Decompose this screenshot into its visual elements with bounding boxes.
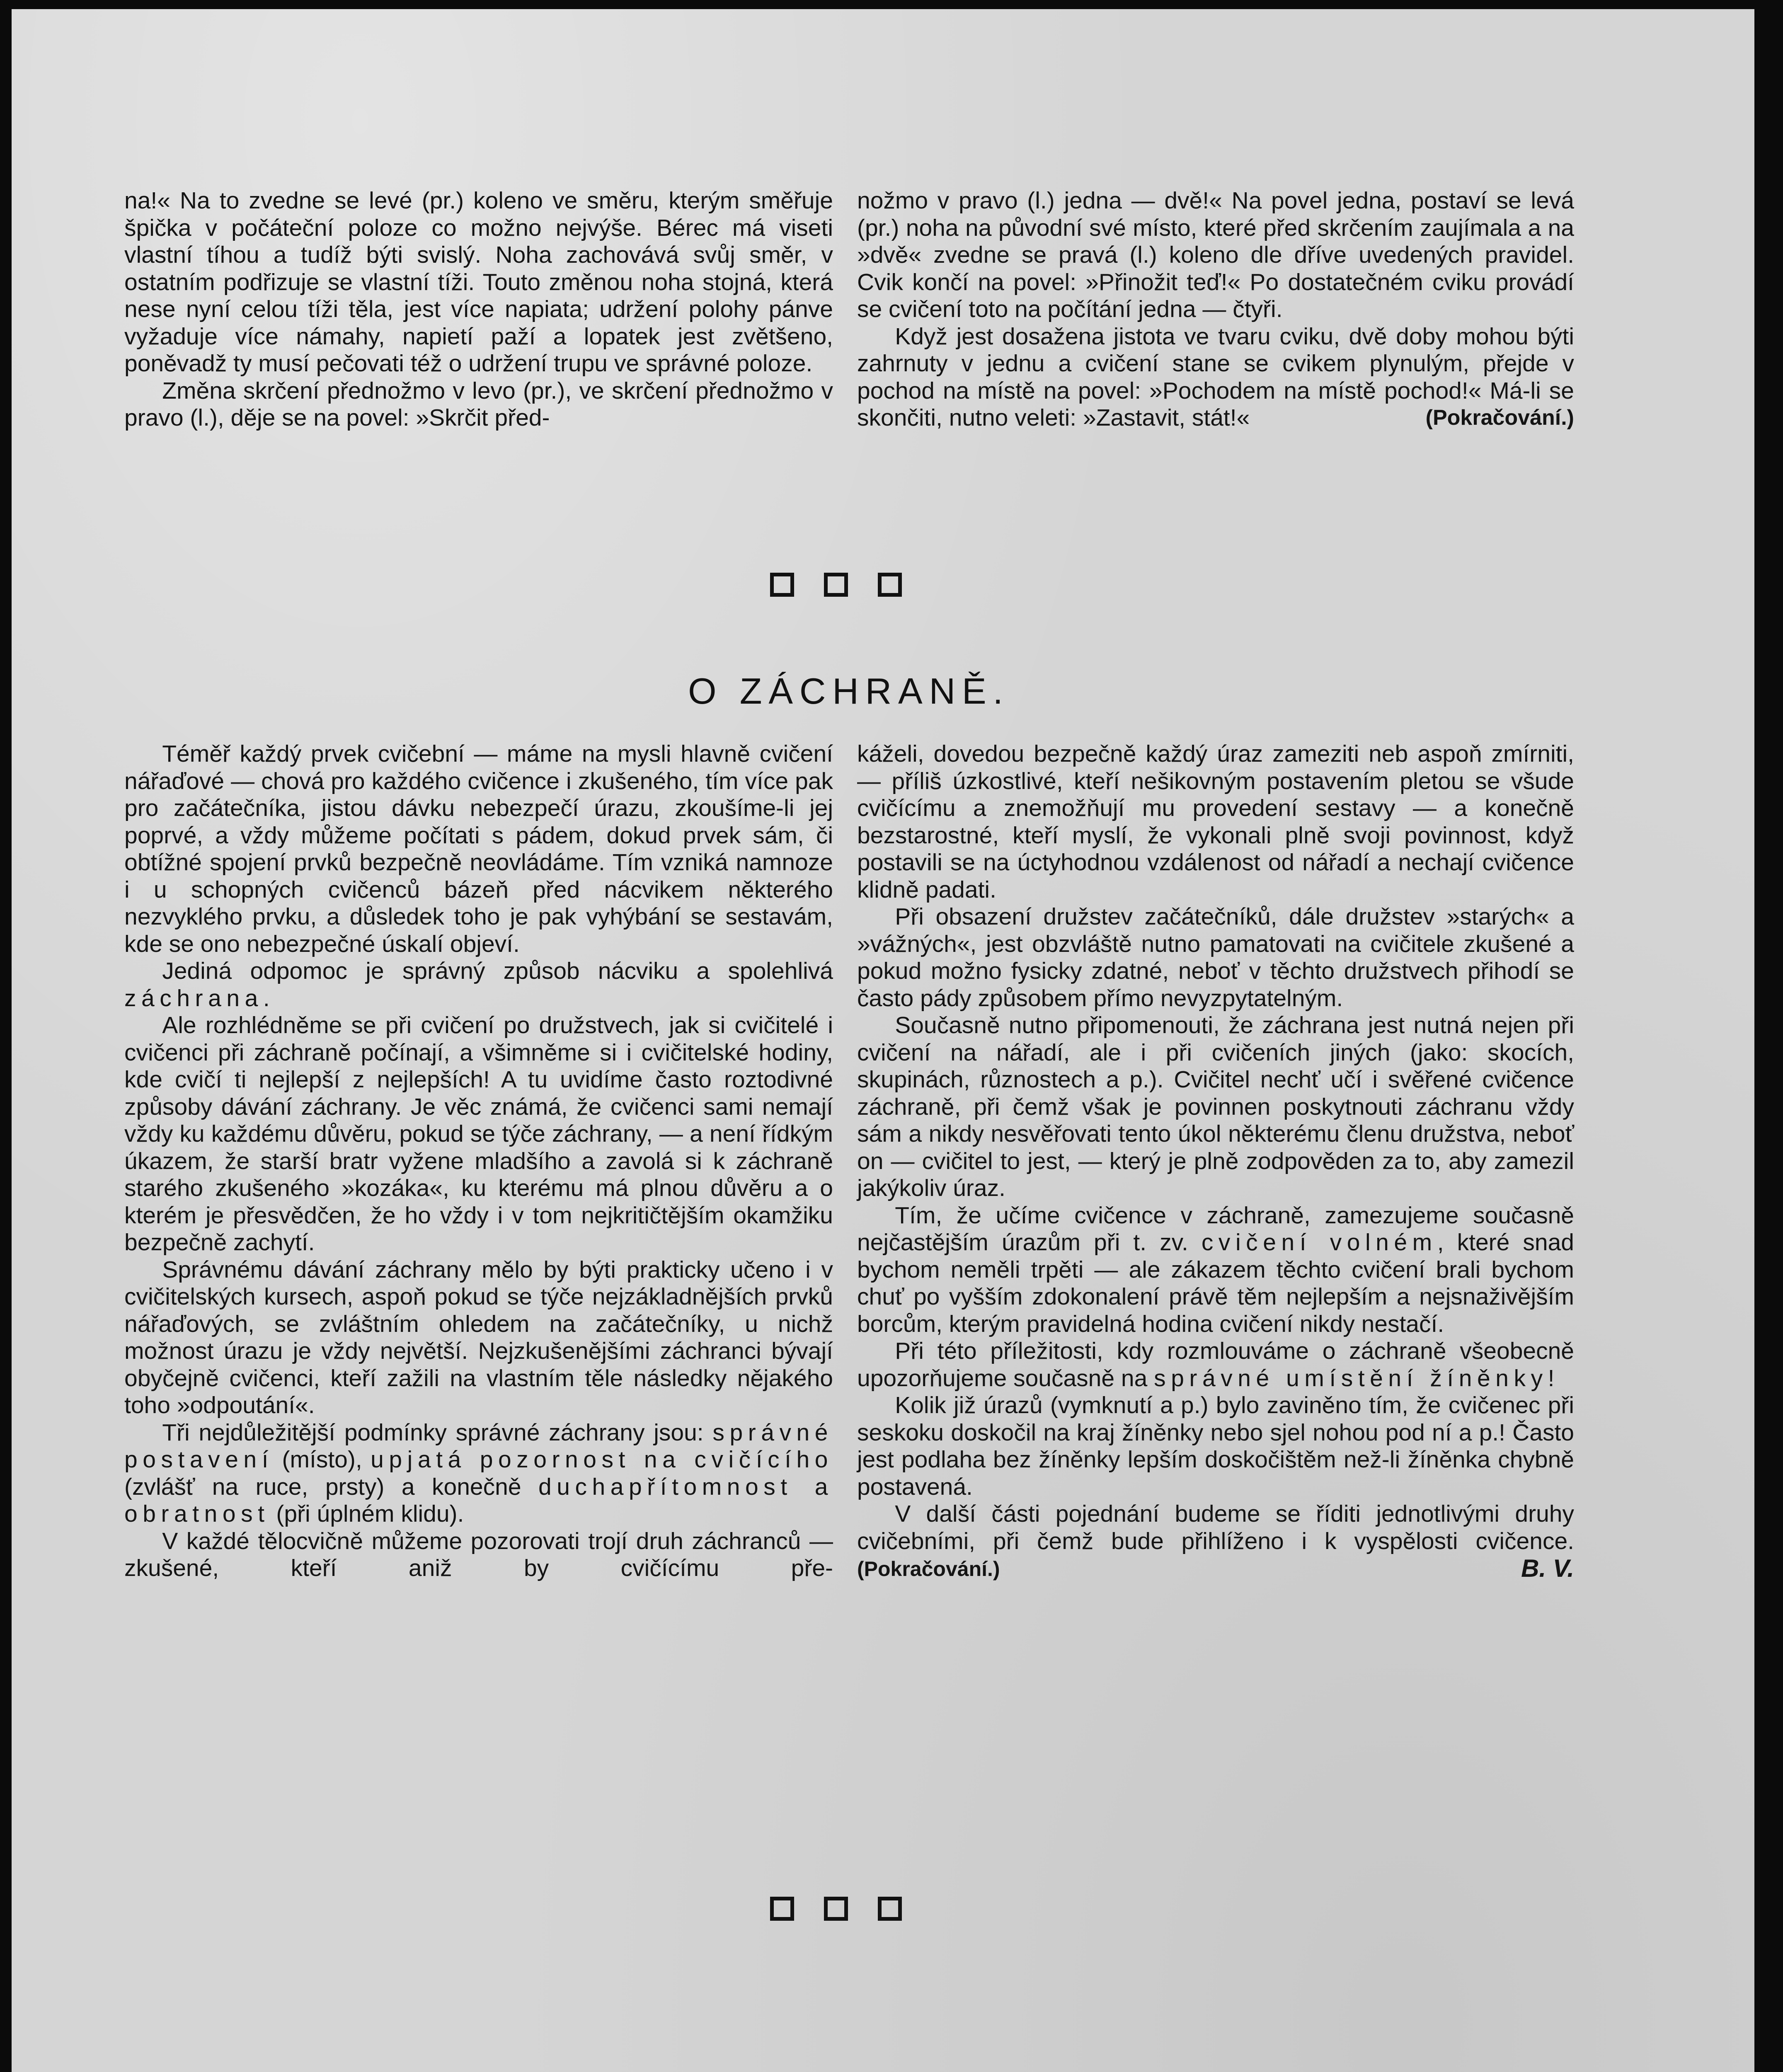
emphasis-spaced: záchrana xyxy=(124,985,263,1012)
emphasis-spaced: správné umístění žíněnky xyxy=(1154,1365,1548,1392)
top-left-column xyxy=(124,187,833,432)
emphasis-spaced: upjatá pozornost na cvičícího xyxy=(371,1446,833,1473)
paragraph xyxy=(857,323,1574,432)
paragraph-text: (při úplném klidu). xyxy=(269,1501,464,1527)
paragraph: Správnému dávání záchrany mělo by býti prakticky učeno i v cvičitelských kursech, aspoň pokud se týče nejzákladnějších prvků nářaďových, se zvláštním ohledem na začátečníky, u nichž možnost úrazu je vždy největší. Nejzkušenějšími záchranci bývají obyčejně cvičenci, kteří zažili na vlastním těle následky nějakého toho »odpoutání«. xyxy=(124,1256,833,1418)
paragraph-text: Tři nejdůležitější podmínky správné záchrany jsou: xyxy=(162,1419,713,1446)
divider-square-icon xyxy=(824,573,848,597)
author-signature: B. V. xyxy=(1521,1554,1574,1582)
continued-note: (Pokračování.) xyxy=(857,1557,1000,1581)
paragraph-text: (místo), xyxy=(274,1446,371,1473)
emphasis-spaced: duchapřítomnost a obratnost xyxy=(124,1473,833,1527)
paragraph: Současně nutno připomenouti, že záchrana jest nutná nejen při cvičení na nářadí, ale i při cvičeních jiných (jako: skocích, skupinách, různostech a p.). Cvičitel nechť učí i svěřené cvičence záchraně, při čemž však je povinnen poskytnouti záchranu vždy sám a nikdy nesvěřovati tento úkol některému členu družstva, neboť on — cvičitel to jest, — který je plně zodpověden za to, aby zamezil jakýkoliv úraz. xyxy=(857,1012,1574,1201)
paragraph: Kolik již úrazů (vymknutí a p.) bylo zaviněno tím, že cvičenec při seskoku doskočil na kraj žíněnky nebo sjel nohou pod ní a p.! Často jest podlaha bez žíněnky lepším doskočištěm než-li žíněnka chybně postavená. xyxy=(857,1392,1574,1500)
paragraph: káželi, dovedou bezpečně každý úraz zameziti neb aspoň zmírniti, — příliš úzkostlivé, kteří nešikovným postavením pletou se všude cvičícímu a znemožňují mu provedení sestavy — a konečně bezstarostné, kteří myslí, že vykonali plně svoji povinnost, když postavili se na úctyhodnou vzdálenost od nářadí a nechají cvičence klidně padati. xyxy=(857,741,1574,903)
top-right-column xyxy=(857,187,1574,432)
continued-note: (Pokračování.) xyxy=(1425,406,1574,430)
divider-square-icon xyxy=(878,573,902,597)
paragraph: Ale rozhlédněme se při cvičení po družstvech, jak si cvičitelé i cvičenci při záchraně počínají, a všimněme si i cvičitelské hodiny, kde cvičí ti nejlepší z nejlepších! A tu uvidíme často roztodivné způsoby dávání záchrany. Je věc známá, že cvičenci sami nemají vždy ku každému důvěru, pokud se týče záchrany, — a není řídkým úkazem, že starší bratr vyžene mladšího a zavolá si k záchraně starého zkušeného »kozáka«, ku kterému má plnou důvěru a o kterém je přesvědčen, že ho vždy i v tom nejkritičtějším okamžiku bezpečně zachytí. xyxy=(124,1012,833,1256)
section-divider xyxy=(770,573,902,597)
paragraph-text: V další části pojednání budeme se říditi jednotlivými druhy cvičebními, při čemž bude přihlíženo i k vyspělosti cvičence. xyxy=(857,1501,1574,1554)
article-left-column xyxy=(124,741,833,1582)
paragraph: Změna skrčení přednožmo v levo (pr.), ve skrčení přednožmo v pravo (l.), děje se na povel: »Skrčit před- xyxy=(124,377,833,431)
divider-square-icon xyxy=(770,573,794,597)
paragraph-text: Když jest dosažena jistota ve tvaru cviku, dvě doby mohou býti zahrnuty v jednu a cvičení stane se cvikem plynulým, přejde v pochod na místě na povel: »Pochodem na místě pochod!« Má-li se skončiti, nutno veleti: »Zastavit, stát!« xyxy=(857,323,1574,431)
paragraph xyxy=(857,1338,1574,1392)
paragraph xyxy=(857,1501,1574,1583)
paragraph xyxy=(124,958,833,1012)
article-right-column xyxy=(857,741,1574,1583)
paragraph-text: (zvlášť na ruce, prsty) a konečně xyxy=(124,1473,539,1500)
divider-square-icon xyxy=(770,1897,794,1921)
emphasis-spaced: správné postavení xyxy=(124,1419,833,1473)
divider-square-icon xyxy=(878,1897,902,1921)
divider-square-icon xyxy=(824,1897,848,1921)
paragraph xyxy=(124,1419,833,1528)
paragraph-text: Při této příležitosti, kdy rozmlouváme o záchraně všeobecně upozorňujeme současně na xyxy=(857,1338,1574,1392)
paragraph: Při obsazení družstev začátečníků, dále družstev »starých« a »vážných«, jest obzvláště nutno pamatovati na cvičitele zkušené a pokud možno fysicky zdatné, neboť v těchto družstvech přihodí se často pády způsobem přímo nevyzpytatelným. xyxy=(857,903,1574,1012)
paragraph-text: Jediná odpomoc je správný způsob nácviku a spolehlivá xyxy=(162,958,833,984)
paragraph xyxy=(857,1202,1574,1338)
journal-page xyxy=(12,9,1754,2072)
paragraph-text: . xyxy=(263,985,270,1012)
paragraph: nožmo v pravo (l.) jedna — dvě!« Na povel jedna, postaví se levá (pr.) noha na původní své místo, které před skrčením zaujímala a na »dvě« zvedne se pravá (l.) koleno dle dříve uvedených pravidel. Cvik končí na povel: »Přinožit teď!« Po dostatečném cviku provádí se cvičení toto na počítání jedna — čtyři. xyxy=(857,187,1574,322)
paragraph-text: , které snad bychom neměli trpěti — ale zákazem těchto cvičení brali bychom chuť po vyšším zdokonalení právě těm nejlepším a nejsnaživějším borcům, kterým pravidelná hodina cvičení nikdy nestačí. xyxy=(857,1229,1575,1337)
paragraph: V každé tělocvičně můžeme pozorovati trojí druh záchranců — zkušené, kteří aniž by cvičícímu pře- xyxy=(124,1527,833,1581)
article-title: O ZÁCHRANĚ. xyxy=(688,670,1010,712)
paragraph: Téměř každý prvek cvičební — máme na mysli hlavně cvičení nářaďové — chová pro každého cvičence i zkušeného, tím více pak pro začátečníka, jistou dávku nebezpečí úrazu, zkoušíme-li jej poprvé, a vždy můžeme počítati s pádem, dokud prvek sám, či obtížné spojení prvků bezpečně neovládáme. Tím vzniká namnoze i u schopných cvičenců bázeň před nácvikem některého nezvyklého prvku, a důsledek toho je pak vyhýbání se sestavám, kde se ono nebezpečné úskalí objeví. xyxy=(124,741,833,957)
paragraph-text: Tím, že učíme cvičence v záchraně, zamezujeme současně nejčastějším úrazům při t. zv. xyxy=(857,1202,1574,1256)
emphasis-spaced: cvičení volném xyxy=(1201,1229,1437,1256)
paragraph-text: ! xyxy=(1548,1365,1555,1392)
section-divider xyxy=(770,1897,902,1921)
paragraph: na!« Na to zvedne se levé (pr.) koleno ve směru, kterým směřuje špička v počáteční poloze co možno nejvýše. Bérec má viseti vlastní tíhou a tudíž býti svislý. Noha zachovává svůj směr, v ostatním podřizuje se vlastní tíži. Touto změnou noha stojná, která nese nyní celou tíži těla, jest více napiata; udržení polohy pánve vyžaduje více námahy, napietí paží a lopatek jest zvětšeno, poněvadž ty musí pečovati též o udržení trupu ve správné poloze. xyxy=(124,187,833,377)
